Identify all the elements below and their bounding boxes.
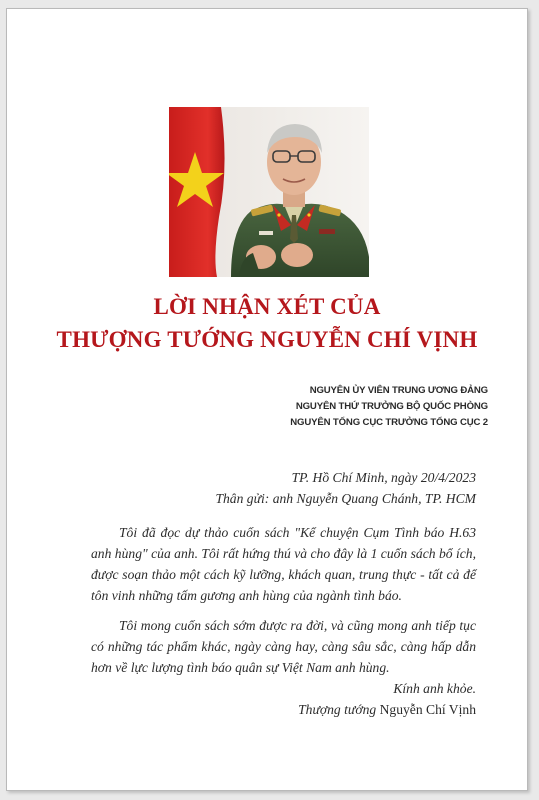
greeting: Thân gửi: anh Nguyễn Quang Chánh, TP. HCM xyxy=(215,491,476,506)
title-line-2: THƯỢNG TƯỚNG NGUYỄN CHÍ VỊNH xyxy=(56,327,478,352)
signature-name: Nguyễn Chí Vịnh xyxy=(379,702,476,717)
document-page xyxy=(6,8,528,791)
position-item: NGUYÊN TỔNG CỤC TRƯỞNG TỔNG CỤC 2 xyxy=(290,417,488,428)
position-item: NGUYÊN THỨ TRƯỞNG BỘ QUỐC PHÒNG xyxy=(295,401,488,412)
portrait-photo xyxy=(169,107,369,277)
letter-body xyxy=(91,467,476,720)
position-item: NGUYÊN ỦY VIÊN TRUNG ƯƠNG ĐẢNG xyxy=(309,385,488,396)
signature xyxy=(91,699,476,720)
signature-rank: Thượng tướng xyxy=(298,702,377,717)
place-date: TP. Hồ Chí Minh, ngày 20/4/2023 xyxy=(291,470,476,485)
closing: Kính anh khỏe. xyxy=(393,681,476,696)
title-line-1: LỜI NHẬN XÉT CỦA xyxy=(153,294,381,319)
letter-paragraph-2: Tôi mong cuốn sách sớm được ra đời, và cũng mong anh tiếp tục có những tác phẩm khác, ngày càng hay, càng sâu sắc, càng hấp dẫn hơn về lực lượng tình báo quân sự Việt Nam anh hùng. xyxy=(91,618,476,675)
letter-paragraph-1: Tôi đã đọc dự thảo cuốn sách "Kể chuyện Cụm Tình báo H.63 anh hùng" của anh. Tôi rất hứng thú và cho đây là 1 cuốn sách bổ ích, được soạn thảo một cách kỹ lưỡng, khách quan, trung thực - tất cả để tôn vinh những tấm gương anh hùng của ngành tình báo. xyxy=(91,525,476,603)
positions-list xyxy=(290,383,488,431)
